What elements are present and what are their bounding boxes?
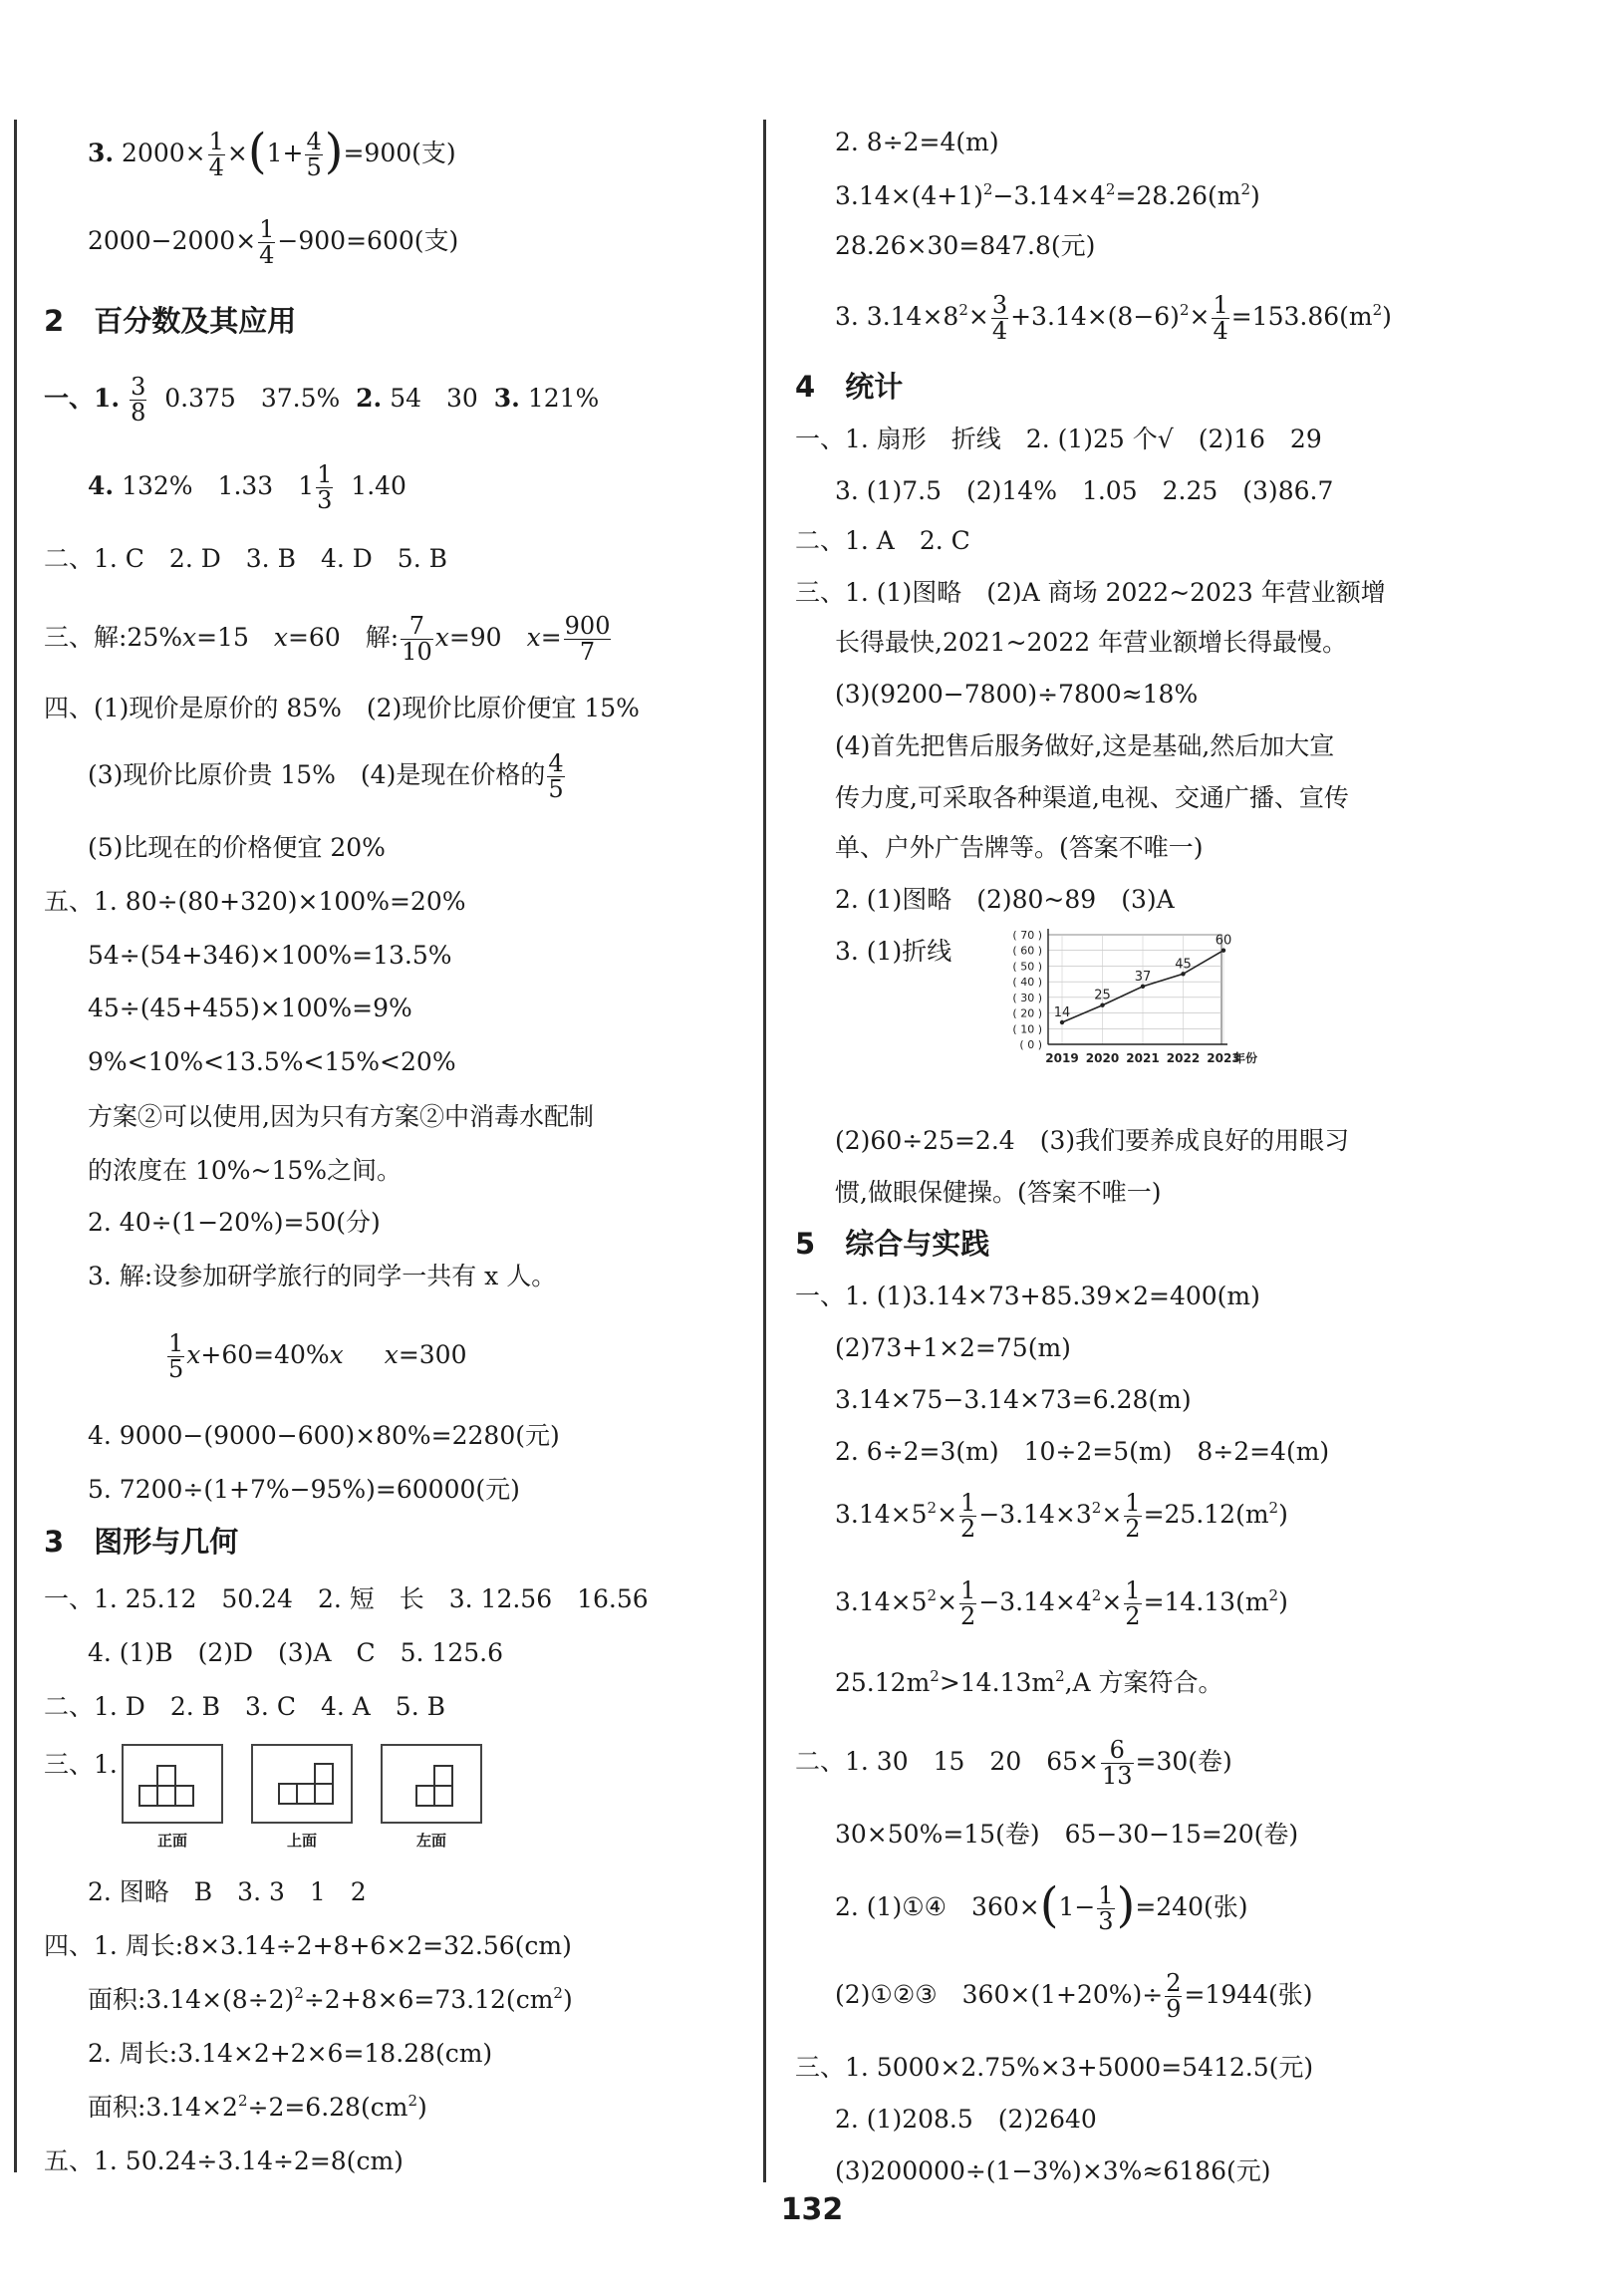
chart-y-tick-label: ( 70 ) bbox=[1012, 929, 1042, 942]
chart-y-tick-label: ( 30 ) bbox=[1012, 991, 1042, 1004]
p5-line-11: 5. 7200÷(1+7%−95%)=60000(元) bbox=[88, 1475, 520, 1504]
d-line-2: 30×50%=15(卷) 65−30−15=20(卷) bbox=[835, 1820, 1299, 1849]
chart-data-label: 60 bbox=[1215, 933, 1232, 949]
s-line-2: 3. (1)7.5 (2)14% 1.05 2.25 (3)86.7 bbox=[835, 476, 1334, 505]
fraction: $\frac{1}{2}$ bbox=[1125, 1576, 1141, 1631]
chart-x-tick-label: 2022 bbox=[1166, 1051, 1201, 1065]
chart-x-tick-label: 2019 bbox=[1045, 1051, 1079, 1065]
c-line-2: (2)73+1×2=75(m) bbox=[835, 1333, 1071, 1362]
fraction: $\frac{1}{3}$ bbox=[1098, 1880, 1114, 1935]
front-view-drawing bbox=[122, 1744, 223, 1826]
r-line-4: 3. $3.14\times 8^2\times$ $\frac{3}{4}$ $+3.14\times(8-6)^2\times$ $\frac{1}{4}$ $=153.86(m^2)$ bbox=[835, 291, 1392, 346]
p4-line-1: 四、(1)现价是原价的 85% (2)现价比原价便宜 15% bbox=[44, 694, 640, 722]
chart-data-label: 37 bbox=[1134, 969, 1152, 985]
c-line-6: $3.14\times 5^2\times$ $\frac{1}{2}$ $-3.14\times 4^2\times$ $\frac{1}{2}$ $=14.13(m^2)$ bbox=[835, 1576, 1288, 1631]
p5-line-7: 2. 40÷(1−20%)=50(分) bbox=[88, 1208, 381, 1237]
left-view bbox=[381, 1744, 482, 1854]
page-number: 132 bbox=[780, 2192, 844, 2227]
line-chart bbox=[990, 923, 1258, 1072]
line-chart-svg bbox=[990, 923, 1258, 1072]
g4-line-2: 面积$:3.14\times(8\div 2)^2\div 2+8\times 6=73.12(cm^2)$ bbox=[88, 1984, 573, 2014]
p4-line-3: (5)比现在的价格便宜 20% bbox=[88, 833, 386, 862]
s-line-4: 三、1. (1)图略 (2)A 商场 2022~2023 年营业额增 bbox=[795, 578, 1386, 607]
fraction: $\frac{1}{5}$ bbox=[168, 1329, 184, 1384]
g4-line-4: 面积$:3.14\times 2^2\div 2=6.28(cm^2)$ bbox=[88, 2092, 427, 2122]
front-view bbox=[122, 1744, 223, 1854]
d-line-1: 二、1. 30 15 20 65× $\frac{6}{13}$ =30(卷) bbox=[795, 1736, 1232, 1791]
c-line-5: $3.14\times 5^2\times$ $\frac{1}{2}$ $-3.14\times 3^2\times$ $\frac{1}{2}$ $=25.12(m^2)$ bbox=[835, 1489, 1288, 1544]
s-line-8: 传力度,可采取各种渠道,电视、交通广播、宣传 bbox=[835, 783, 1349, 812]
g2-line: 二、1. D 2. B 3. C 4. A 5. B bbox=[44, 1692, 445, 1721]
g3-line-2: 2. 图略 B 3. 3 1 2 bbox=[88, 1877, 367, 1906]
e-line-3: (3)200000÷(1−3%)×3%≈6186(元) bbox=[835, 2156, 1271, 2185]
e-line-2: 2. (1)208.5 (2)2640 bbox=[835, 2105, 1097, 2134]
s-line-12: (2)60÷25=2.4 (3)我们要养成良好的用眼习 bbox=[835, 1126, 1350, 1155]
fraction: $\frac{3}{8}$ bbox=[131, 373, 146, 428]
fraction: $\frac{1}{4}$ bbox=[259, 215, 275, 270]
s-line-10: 2. (1)图略 (2)80~89 (3)A bbox=[835, 885, 1175, 914]
fraction: $\frac{3}{4}$ bbox=[991, 291, 1008, 346]
left-view-caption: 左面 bbox=[415, 1832, 446, 1850]
chart-data-label: 25 bbox=[1094, 988, 1111, 1003]
fraction: $\frac{7}{10}$ bbox=[402, 612, 432, 667]
g5-line-1: 五、1. 50.24÷3.14÷2=8(cm) bbox=[44, 2146, 404, 2175]
chart-data-label: 45 bbox=[1175, 957, 1192, 973]
c-line-4: 2. 6÷2=3(m) 10÷2=5(m) 8÷2=4(m) bbox=[835, 1437, 1330, 1466]
p5-line-10: 4. 9000−(9000−600)×80%=2280(元) bbox=[88, 1421, 560, 1450]
chart-data-point bbox=[1141, 985, 1145, 989]
chart-y-tick-label: ( 10 ) bbox=[1012, 1022, 1042, 1036]
fraction: $\frac{1}{3}$ bbox=[317, 460, 333, 515]
g3-label: 三、1. bbox=[44, 1750, 118, 1779]
d-line-4: (2)①②③ 360×(1+20%)÷ $\frac{2}{9}$ =1944(张) bbox=[835, 1969, 1313, 2024]
s-line-7: (4)首先把售后服务做好,这是基础,然后加大宣 bbox=[835, 731, 1335, 760]
r-line-2: $3.14\times(4+1)^2-3.14\times 4^2=28.26(m^2)$ bbox=[835, 180, 1260, 210]
fraction: $\frac{900}{7}$ bbox=[564, 612, 611, 667]
p1-line: 一、1. $\frac{3}{8}$ 0.375 37.5% 2. 54 30 3. 121% bbox=[44, 373, 600, 428]
fraction: $\frac{1}{2}$ bbox=[960, 1576, 976, 1631]
left-margin-rule bbox=[14, 120, 17, 2172]
e-line-1: 三、1. 5000×2.75%×3+5000=5412.5(元) bbox=[795, 2053, 1314, 2082]
top-view bbox=[251, 1744, 353, 1854]
g4-line-1: 四、1. 周长:8×3.14÷2+8+6×2=32.56(cm) bbox=[44, 1931, 572, 1960]
top-view-caption: 上面 bbox=[286, 1832, 317, 1850]
s-line-1: 一、1. 扇形 折线 2. (1)25 个√ (2)16 29 bbox=[795, 425, 1322, 453]
three-views-figure bbox=[122, 1744, 540, 1854]
chart-x-tick-label: 2023 bbox=[1207, 1051, 1240, 1065]
section-5-heading: 5 综合与实践 bbox=[795, 1227, 990, 1261]
s1-q3-line-a: 3. 2000× $\frac{1}{4}$ ×(1+ $\frac{4}{5}$ )=900(支) bbox=[88, 124, 456, 181]
fraction: $\frac{1}{2}$ bbox=[1125, 1489, 1141, 1544]
chart-y-tick-label: ( 50 ) bbox=[1012, 960, 1042, 974]
p5-line-1: 五、1. 80÷(80+320)×100%=20% bbox=[44, 887, 466, 916]
c-line-7: $25.12m^2>14.13m^2,A$ 方案符合。 bbox=[835, 1667, 1223, 1697]
p1-4-line: 4. 132% 1.33 1 $\frac{1}{3}$ 1.40 bbox=[88, 460, 406, 515]
d-line-3: 2. (1)①④ 360×(1− $\frac{1}{3}$ )=240(张) bbox=[835, 1877, 1248, 1935]
section-4-heading: 4 统计 bbox=[795, 370, 904, 404]
chart-data-label: 14 bbox=[1053, 1005, 1071, 1020]
chart-x-tick-label: 2020 bbox=[1085, 1051, 1120, 1065]
p4-line-2: (3)现价比原价贵 15% (4)是现在价格的 $\frac{4}{5}$ bbox=[88, 749, 564, 804]
chart-y-tick-label: ( 20 ) bbox=[1012, 1006, 1042, 1020]
s-line-5: 长得最快,2021~2022 年营业额增长得最慢。 bbox=[835, 628, 1348, 657]
chart-data-point bbox=[1100, 1003, 1104, 1007]
c-line-1: 一、1. (1)3.14×73+85.39×2=400(m) bbox=[795, 1282, 1260, 1310]
chart-x-axis-label: 年份 bbox=[1233, 1051, 1258, 1065]
p5-line-5: 方案②可以使用,因为只有方案②中消毒水配制 bbox=[88, 1102, 594, 1131]
column-divider bbox=[763, 120, 766, 2182]
p5-line-2: 54÷(54+346)×100%=13.5% bbox=[88, 941, 452, 970]
fraction: $\frac{4}{5}$ bbox=[548, 749, 564, 804]
s-line-13: 惯,做眼保健操。(答案不唯一) bbox=[835, 1178, 1162, 1207]
p2-line: 二、1. C 2. D 3. B 4. D 5. B bbox=[44, 544, 447, 573]
left-view-drawing bbox=[381, 1744, 482, 1826]
p5-line-8: 3. 解:设参加研学旅行的同学一共有 x 人。 bbox=[88, 1262, 557, 1290]
p5-line-6: 的浓度在 10%~15%之间。 bbox=[88, 1156, 403, 1185]
chart-y-tick-label: ( 40 ) bbox=[1012, 976, 1042, 990]
front-view-caption: 正面 bbox=[156, 1832, 187, 1850]
p5-line-3: 45÷(45+455)×100%=9% bbox=[88, 994, 412, 1022]
g4-line-3: 2. 周长:3.14×2+2×6=18.28(cm) bbox=[88, 2039, 493, 2068]
fraction: $\frac{1}{4}$ bbox=[1213, 291, 1228, 346]
chart-x-tick-label: 2021 bbox=[1126, 1051, 1160, 1065]
g1-line-1: 一、1. 25.12 50.24 2. 短 长 3. 12.56 16.56 bbox=[44, 1584, 649, 1613]
fraction: $\frac{4}{5}$ bbox=[306, 127, 322, 181]
chart-data-point bbox=[1181, 972, 1185, 976]
r-line-1: 2. 8÷2=4(m) bbox=[835, 128, 999, 156]
section-3-heading: 3 图形与几何 bbox=[44, 1525, 239, 1559]
p5-line-4: 9%<10%<13.5%<15%<20% bbox=[88, 1047, 456, 1076]
section-2-heading: 2 百分数及其应用 bbox=[44, 304, 297, 338]
g1-line-2: 4. (1)B (2)D (3)A C 5. 125.6 bbox=[88, 1638, 504, 1667]
fraction: $\frac{1}{2}$ bbox=[960, 1489, 976, 1544]
s1-q3-line-b: 2000−2000× $\frac{1}{4}$ −900=600(支) bbox=[88, 215, 459, 270]
p3-line: 三、解:25%x=15 x=60 解: $\frac{7}{10}$ x=90 x= $\frac{900}{7}$ bbox=[44, 612, 611, 667]
fraction: $\frac{1}{4}$ bbox=[208, 127, 224, 181]
chart-data-point bbox=[1060, 1020, 1064, 1024]
chart-y-tick-label: ( 60 ) bbox=[1012, 944, 1042, 958]
fraction: $\frac{2}{9}$ bbox=[1166, 1969, 1182, 2024]
fraction: $\frac{6}{13}$ bbox=[1102, 1736, 1133, 1791]
p5-line-9: $\frac{1}{5}$ x+60=40%x x=300 bbox=[168, 1329, 467, 1384]
s-line-9: 单、户外广告牌等。(答案不唯一) bbox=[835, 833, 1204, 862]
chart-data-point bbox=[1221, 949, 1225, 953]
c-line-3: 3.14×75−3.14×73=6.28(m) bbox=[835, 1385, 1192, 1414]
s-line-3: 二、1. A 2. C bbox=[795, 526, 970, 555]
s-line-11: 3. (1)折线 bbox=[835, 937, 952, 966]
r-line-3: 28.26×30=847.8(元) bbox=[835, 231, 1096, 260]
chart-y-tick-label: ( 0 ) bbox=[1019, 1038, 1042, 1051]
top-view-drawing bbox=[251, 1744, 353, 1826]
s-line-6: (3)(9200−7800)÷7800≈18% bbox=[835, 680, 1199, 709]
